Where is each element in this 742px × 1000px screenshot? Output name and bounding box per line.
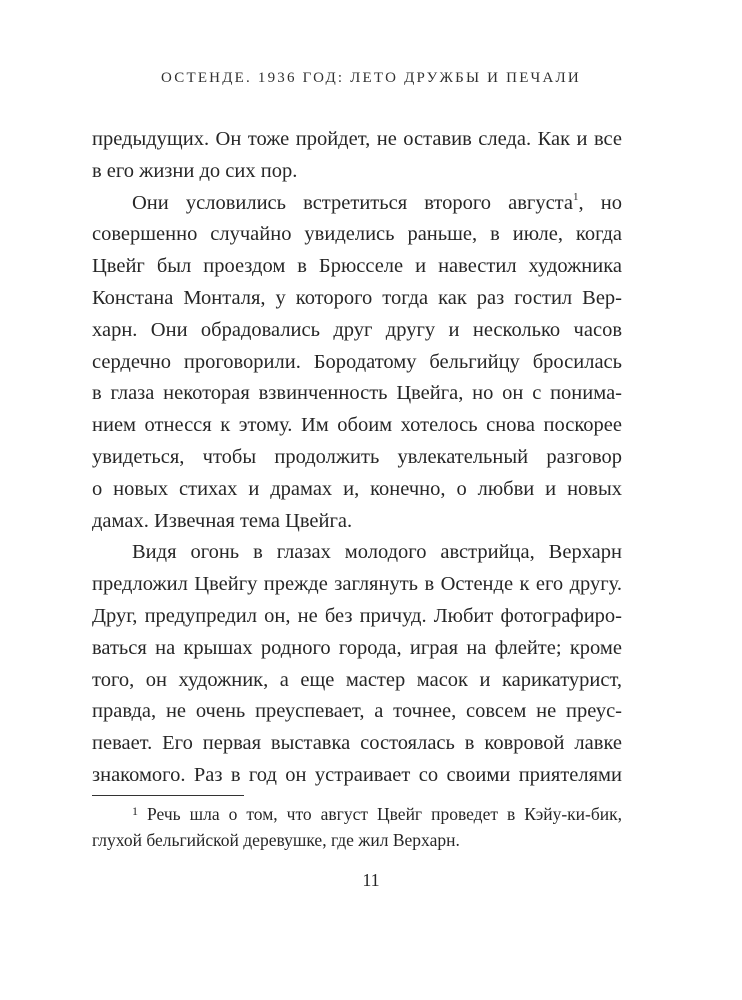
text-line: предложил Цвейгу прежде заглянуть в Остенде к его другу.: [92, 573, 622, 596]
text-line-part: , но: [578, 191, 622, 214]
footnote-line: глухой бельгийской деревушке, где жил Верхарн.: [92, 830, 460, 850]
text-line-part: Они условились встретиться второго августа: [132, 191, 573, 214]
text-line: в глаза некоторая взвинченность Цвейга, но он с понима-: [92, 382, 622, 405]
text-line: правда, не очень преуспевает, а точнее, совсем не преус-: [92, 700, 622, 723]
text-line: певает. Его первая выставка состоялась в ковровой лавке: [92, 732, 622, 755]
running-head: ОСТЕНДЕ. 1936 ГОД: ЛЕТО ДРУЖБЫ И ПЕЧАЛИ: [161, 70, 581, 86]
text-line: Цвейг был проездом в Брюсселе и навестил художника: [92, 255, 622, 278]
page-number: 11: [362, 870, 380, 890]
text-line: Друг, предупредил он, не без причуд. Любит фотографиро-: [92, 604, 622, 627]
text-line: того, он художник, а еще мастер масок и карикатурист,: [92, 668, 622, 691]
footnote-reference: 1: [573, 190, 579, 203]
text-line: Констана Монталя, у которого тогда как раз гостил Вер-: [92, 286, 622, 309]
text-line: Видя огонь в глазах молодого австрийца, Верхарн: [132, 541, 622, 564]
footnote-marker: 1: [132, 804, 138, 818]
footnote-line: [92, 801, 622, 827]
text-line: [92, 188, 622, 220]
text-line: совершенно случайно увиделись раньше, в июле, когда: [92, 223, 622, 246]
footnotes: [92, 801, 622, 853]
footnote-text: Речь шла о том, что август Цвейг проведет в Кэйу-ки-бик,: [147, 804, 622, 824]
text-line: увидеться, чтобы продолжить увлекательный разговор: [92, 445, 622, 468]
text-line: харн. Они обрадовались друг другу и несколько часов: [92, 318, 622, 341]
text-line: сердечно проговорили. Бородатому бельгийцу бросилась: [92, 350, 622, 373]
text-line: о новых стихах и драмах и, конечно, о любви и новых: [92, 477, 622, 500]
text-line: ваться на крышах родного города, играя на флейте; кроме: [92, 636, 622, 659]
text-line: предыдущих. Он тоже пройдет, не оставив следа. Как и все: [92, 128, 622, 150]
text-line: знакомого. Раз в год он устраивает со своими приятелями: [92, 763, 622, 786]
footnote-rule: [92, 795, 244, 796]
text-line: нием отнесся к этому. Им обоим хотелось снова поскорее: [92, 414, 622, 437]
text-line: в его жизни до сих пор.: [92, 159, 298, 182]
body-text: [92, 124, 622, 792]
text-line: дамах. Извечная тема Цвейга.: [92, 509, 353, 532]
